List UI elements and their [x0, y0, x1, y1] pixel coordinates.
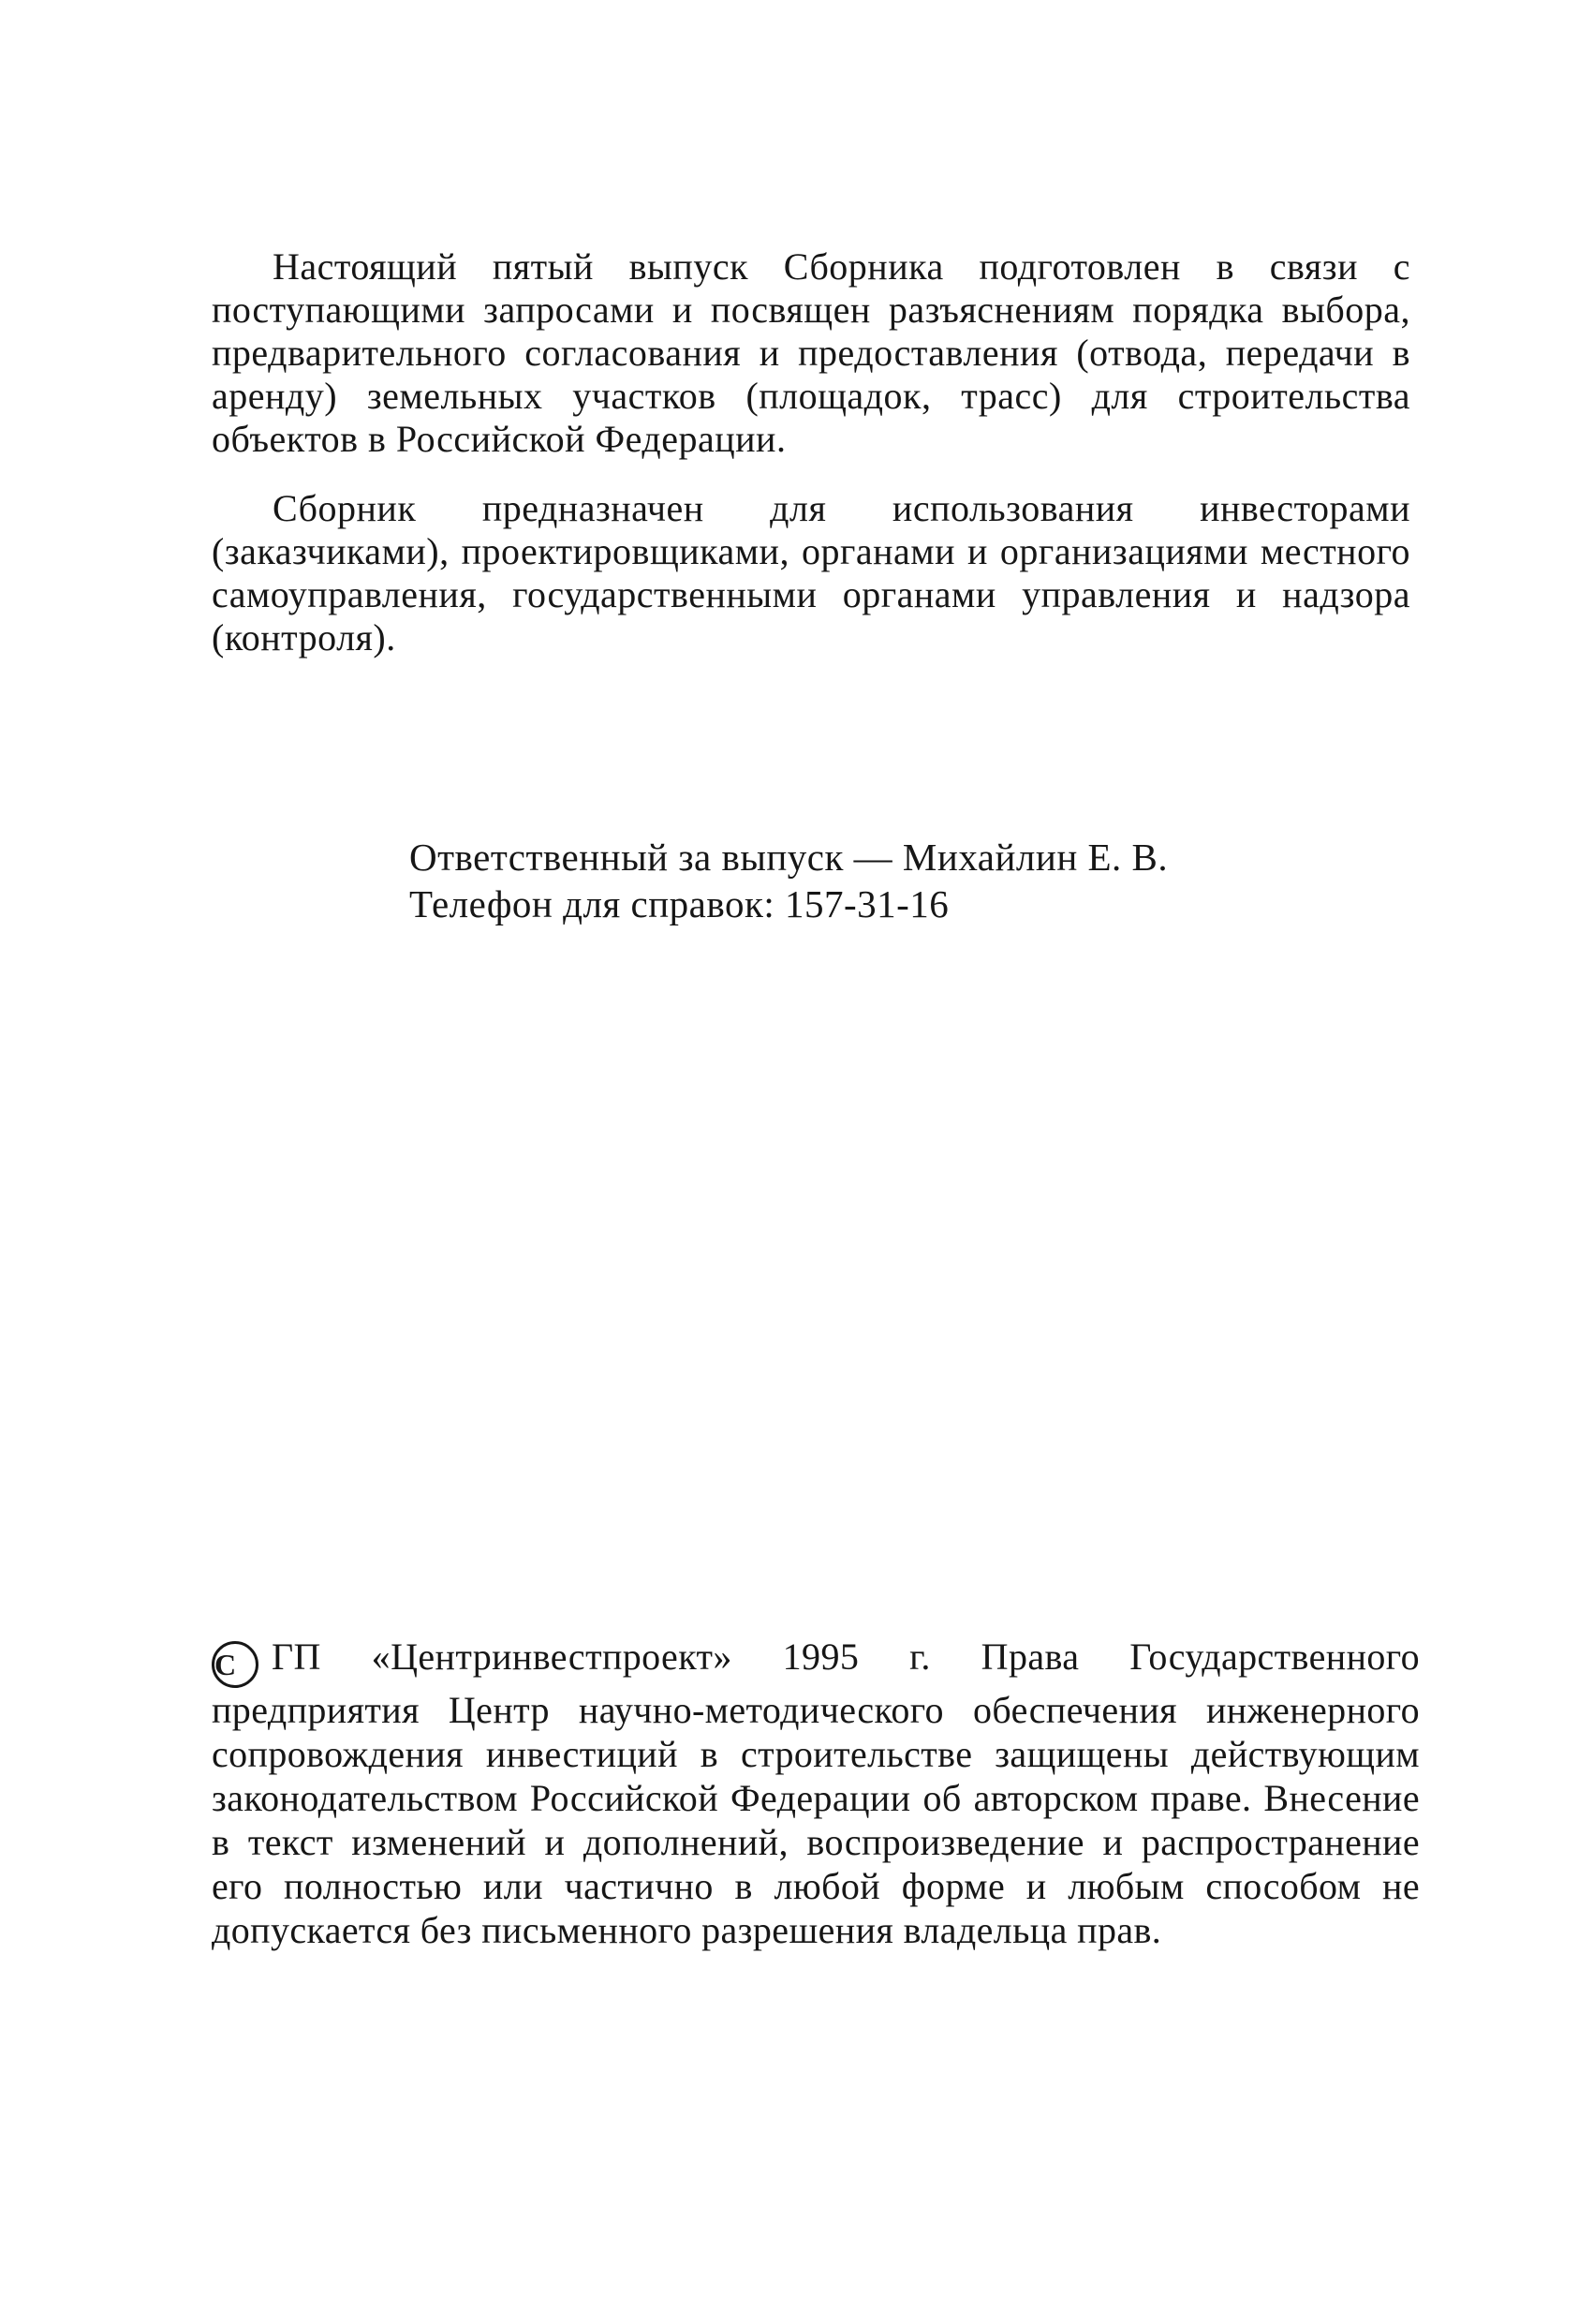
copyright-notice	[212, 1635, 1420, 1952]
intro-paragraph-1: Настоящий пятый выпуск Сборника подготовлен в связи с поступающими запросами и посвящен разъяснениям порядка выбора, предварительного согласования и предоставления (отвода, передачи в аренду) земельных участков (площадок, трасс) для строительства объектов в Российской Федерации.	[212, 245, 1410, 460]
responsible-person: Ответственный за выпуск — Михайлин Е. В.	[409, 836, 1169, 879]
reference-phone: Телефон для справок: 157-31-16	[409, 882, 950, 925]
responsible-block	[409, 834, 1168, 927]
intro-paragraph-2: Сборник предназначен для использования инвесторами (заказчиками), проектировщиками, органами и организациями местного самоуправления, государственными органами управления и надзора (контроля).	[212, 487, 1410, 659]
copyright-text: ГП «Центринвестпроект» 1995 г. Права Государственного предприятия Центр научно-методического обеспечения инженерного сопровождения инвестиций в строительстве защищены действующим законодательством Российской Федерации об авторском праве. Внесение в текст изменений и дополнений, воспроизведение и распространение его полностью или частично в любой форме и любым способом не допускается без письменного разрешения владельца прав.	[212, 1636, 1420, 1951]
copyright-icon: C	[212, 1641, 258, 1688]
